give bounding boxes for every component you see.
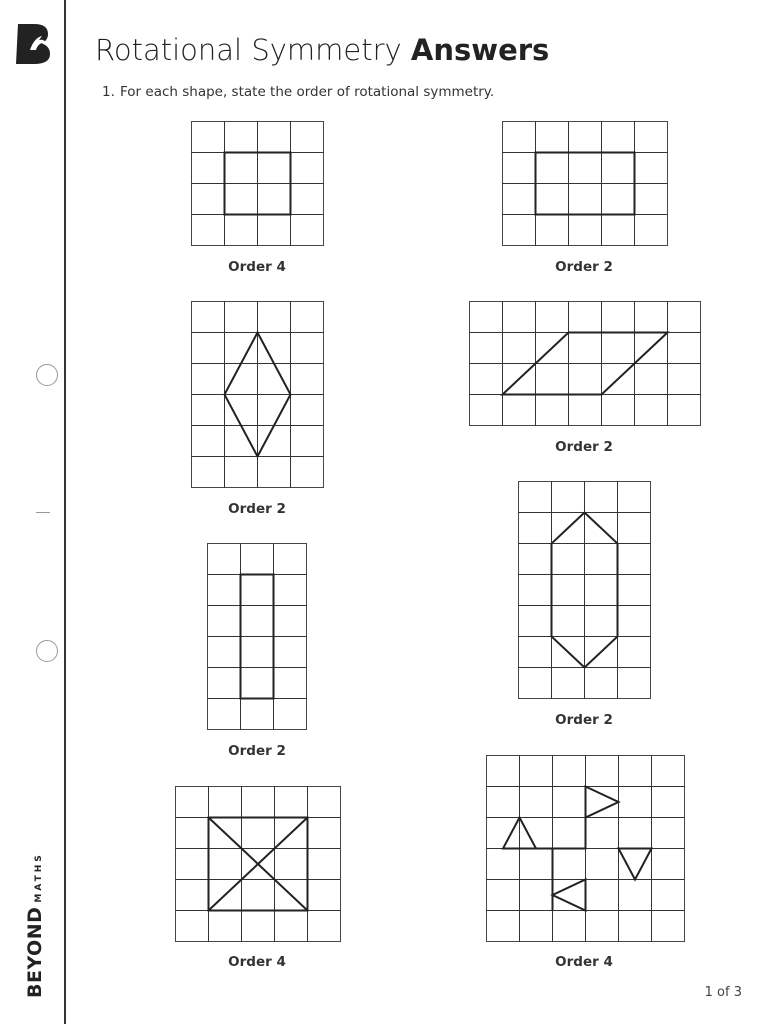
grid-cells: [519, 482, 651, 699]
grid-cells: [192, 302, 324, 488]
answer-triangles: Order 4: [555, 954, 613, 970]
grid-thin-rectangle: [207, 543, 307, 730]
grid-cells: [208, 544, 307, 730]
question-text: For each shape, state the order of rotational symmetry.: [120, 84, 495, 100]
question: [102, 84, 494, 100]
brand-word-maths: MATHS: [34, 852, 44, 903]
answer-hexagon: Order 2: [555, 712, 613, 728]
grid-hexagon: [518, 481, 651, 699]
answer-parallelogram: Order 2: [555, 439, 613, 455]
answer-rhombus: Order 2: [228, 501, 286, 517]
answer-thin-rectangle: Order 2: [228, 743, 286, 759]
page-number: 1 of 3: [704, 985, 742, 1000]
grid-square: [191, 121, 324, 246]
answer-square-diagonals: Order 4: [228, 954, 286, 970]
title-bold: Answers: [410, 33, 550, 67]
question-number: 1.: [102, 84, 115, 100]
grid-parallelogram: [469, 301, 701, 426]
beyond-logo-icon: [14, 20, 52, 66]
brand-wordmark: [24, 852, 46, 998]
answer-rectangle: Order 2: [555, 259, 613, 275]
grid-rectangle: [502, 121, 668, 246]
grid-cells: [192, 122, 324, 246]
title-main: Rotational Symmetry: [95, 33, 402, 67]
answer-square: Order 4: [228, 259, 286, 275]
punch-hole-bottom: [36, 640, 58, 662]
grid-cells: [503, 122, 668, 246]
grid-rhombus: [191, 301, 324, 488]
fold-mark: [36, 512, 50, 513]
punch-hole-top: [36, 364, 58, 386]
grid-cells: [470, 302, 701, 426]
grid-square-diagonals: [175, 786, 341, 942]
grid-triangles: [486, 755, 685, 942]
page-title: [95, 33, 549, 67]
margin-rule: [64, 0, 66, 1024]
brand-word-beyond: BEYOND: [24, 906, 46, 998]
square-with-diagonals-shape: [209, 818, 308, 911]
triangles-pinwheel-shape: [503, 787, 652, 911]
